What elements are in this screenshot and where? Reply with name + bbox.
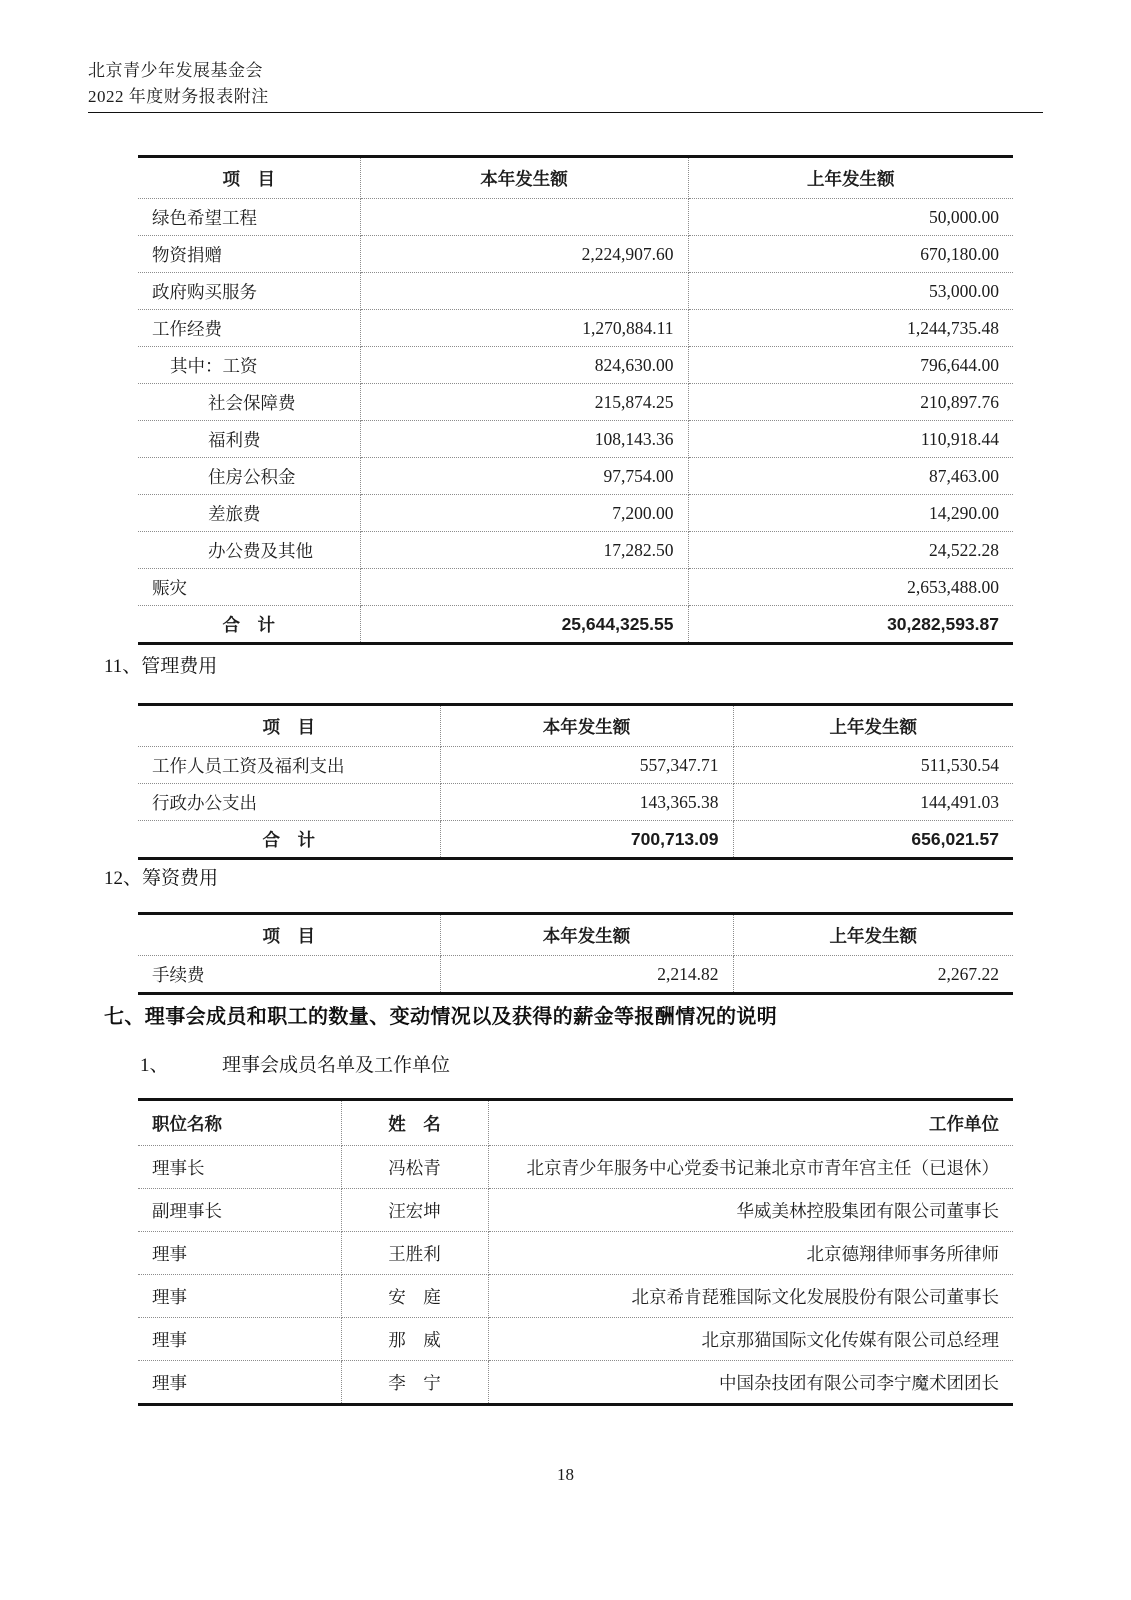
cell-current-year: 215,874.25 <box>360 384 688 421</box>
table-bottom-rule <box>138 644 1013 646</box>
rule-cell <box>138 859 1013 861</box>
cell-item: 绿色希望工程 <box>138 199 360 236</box>
section-11-title: 管理费用 <box>141 656 218 677</box>
rule-cell <box>138 644 1013 646</box>
cell-current-year: 824,630.00 <box>360 347 688 384</box>
cell-total-current-year: 25,644,325.55 <box>360 606 688 644</box>
cell-item: 工作经费 <box>138 310 360 347</box>
section-7-sub-number: 1、 <box>140 1055 169 1076</box>
table-total-row <box>138 606 1013 644</box>
cell-position: 理事 <box>138 1361 341 1405</box>
cell-current-year: 2,214.82 <box>440 956 733 994</box>
table-bottom-rule <box>138 1405 1013 1407</box>
cell-current-year: 108,143.36 <box>360 421 688 458</box>
column-header-name: 姓 名 <box>341 1100 488 1146</box>
cell-position: 理事 <box>138 1232 341 1275</box>
column-header-organization: 工作单位 <box>488 1100 1013 1146</box>
cell-organization: 北京那猫国际文化传媒有限公司总经理 <box>488 1318 1013 1361</box>
table-row <box>138 347 1013 384</box>
table-row <box>138 1146 1013 1189</box>
cell-current-year <box>360 199 688 236</box>
financing-expense-table <box>138 912 1013 995</box>
table-row <box>138 1361 1013 1405</box>
cell-current-year: 143,365.38 <box>440 784 733 821</box>
table-row <box>138 532 1013 569</box>
cell-current-year: 97,754.00 <box>360 458 688 495</box>
expense-breakdown-table <box>138 155 1013 645</box>
cell-current-year: 7,200.00 <box>360 495 688 532</box>
cell-previous-year: 2,653,488.00 <box>688 569 1013 606</box>
table-row <box>138 236 1013 273</box>
cell-name: 冯松青 <box>341 1146 488 1189</box>
table-row <box>138 199 1013 236</box>
cell-previous-year: 14,290.00 <box>688 495 1013 532</box>
cell-previous-year: 1,244,735.48 <box>688 310 1013 347</box>
table-row <box>138 310 1013 347</box>
rule-cell <box>138 994 1013 996</box>
cell-previous-year: 511,530.54 <box>733 747 1013 784</box>
header-rule <box>88 112 1043 113</box>
cell-name: 李 宁 <box>341 1361 488 1405</box>
cell-total-label: 合 计 <box>138 606 360 644</box>
cell-item: 赈灾 <box>138 569 360 606</box>
rule-cell <box>138 1405 1013 1407</box>
cell-position: 理事 <box>138 1275 341 1318</box>
column-header-item: 项 目 <box>138 705 440 747</box>
table-row <box>138 1318 1013 1361</box>
cell-previous-year: 210,897.76 <box>688 384 1013 421</box>
cell-current-year: 2,224,907.60 <box>360 236 688 273</box>
section-12-title: 筹资费用 <box>142 868 219 889</box>
cell-item: 工作人员工资及福利支出 <box>138 747 440 784</box>
cell-total-previous-year: 656,021.57 <box>911 828 999 849</box>
cell-previous-year: 24,522.28 <box>688 532 1013 569</box>
column-header-item: 项 目 <box>138 157 360 199</box>
header-org-name: 北京青少年发展基金会 <box>88 61 263 80</box>
cell-total-current-year: 700,713.09 <box>440 821 733 859</box>
table-header-row <box>138 705 1013 747</box>
table-row <box>138 421 1013 458</box>
cell-previous-year: 53,000.00 <box>688 273 1013 310</box>
section-7-sub-title: 理事会成员名单及工作单位 <box>222 1055 451 1076</box>
cell-item: 其中：工资 <box>138 347 360 384</box>
cell-name: 安 庭 <box>341 1275 488 1318</box>
section-12-heading <box>104 865 218 893</box>
cell-item: 手续费 <box>138 956 440 994</box>
table-bottom-rule <box>138 994 1013 996</box>
document-header <box>88 58 1043 113</box>
table-header-row <box>138 914 1013 956</box>
column-header-current-year: 本年发生额 <box>440 914 733 956</box>
column-header-current-year: 本年发生额 <box>440 705 733 747</box>
cell-previous-year: 796,644.00 <box>688 347 1013 384</box>
cell-position: 理事长 <box>138 1146 341 1189</box>
table-row <box>138 956 1013 994</box>
cell-current-year: 557,347.71 <box>440 747 733 784</box>
section-11-number: 11、 <box>104 656 142 677</box>
section-11-heading <box>104 653 217 681</box>
cell-organization: 北京青少年服务中心党委书记兼北京市青年宫主任（已退休） <box>488 1146 1013 1189</box>
cell-previous-year: 110,918.44 <box>688 421 1013 458</box>
cell-name: 那 威 <box>341 1318 488 1361</box>
cell-previous-year: 50,000.00 <box>688 199 1013 236</box>
page-number: 18 <box>557 1465 574 1484</box>
cell-current-year <box>360 569 688 606</box>
column-header-previous-year: 上年发生额 <box>733 705 1013 747</box>
column-header-current-year: 本年发生额 <box>360 157 688 199</box>
cell-organization: 北京德翔律师事务所律师 <box>488 1232 1013 1275</box>
column-header-previous-year: 上年发生额 <box>733 914 1013 956</box>
cell-name: 汪宏坤 <box>341 1189 488 1232</box>
cell-item: 住房公积金 <box>138 458 360 495</box>
table-header-row <box>138 1100 1013 1146</box>
column-header-item: 项 目 <box>138 914 440 956</box>
cell-previous-year: 87,463.00 <box>688 458 1013 495</box>
cell-total-label: 合 计 <box>138 821 440 859</box>
table-row <box>138 495 1013 532</box>
table-row <box>138 569 1013 606</box>
table-total-row <box>138 821 1013 859</box>
table-row <box>138 747 1013 784</box>
cell-item: 行政办公支出 <box>138 784 440 821</box>
column-header-previous-year: 上年发生额 <box>688 157 1013 199</box>
cell-name: 王胜利 <box>341 1232 488 1275</box>
cell-item: 物资捐赠 <box>138 236 360 273</box>
cell-current-year: 1,270,884.11 <box>360 310 688 347</box>
administrative-expense-table <box>138 703 1013 860</box>
table-row <box>138 1189 1013 1232</box>
cell-item: 社会保障费 <box>138 384 360 421</box>
board-members-table <box>138 1098 1013 1406</box>
section-12-number: 12、 <box>104 868 143 889</box>
cell-organization: 华威美林控股集团有限公司董事长 <box>488 1189 1013 1232</box>
table-header-row <box>138 157 1013 199</box>
table-bottom-rule <box>138 859 1013 861</box>
table-row <box>138 1232 1013 1275</box>
cell-organization: 北京希肯琵雅国际文化发展股份有限公司董事长 <box>488 1275 1013 1318</box>
cell-item: 福利费 <box>138 421 360 458</box>
cell-item: 差旅费 <box>138 495 360 532</box>
cell-current-year: 17,282.50 <box>360 532 688 569</box>
cell-item: 政府购买服务 <box>138 273 360 310</box>
table-row <box>138 458 1013 495</box>
cell-position: 理事 <box>138 1318 341 1361</box>
table-row <box>138 784 1013 821</box>
table-row <box>138 273 1013 310</box>
cell-previous-year: 670,180.00 <box>688 236 1013 273</box>
column-header-position: 职位名称 <box>138 1100 341 1146</box>
header-doc-subtitle: 2022 年度财务报表附注 <box>88 87 269 106</box>
section-7-heading: 七、理事会成员和职工的数量、变动情况以及获得的薪金等报酬情况的说明 <box>104 1006 778 1028</box>
table-row <box>138 1275 1013 1318</box>
cell-position: 副理事长 <box>138 1189 341 1232</box>
cell-previous-year: 2,267.22 <box>733 956 1013 994</box>
cell-previous-year: 144,491.03 <box>733 784 1013 821</box>
section-7-subheading <box>140 1050 450 1077</box>
cell-item: 办公费及其他 <box>138 532 360 569</box>
cell-organization: 中国杂技团有限公司李宁魔术团团长 <box>488 1361 1013 1405</box>
cell-total-previous-year: 30,282,593.87 <box>887 613 999 634</box>
cell-current-year <box>360 273 688 310</box>
table-row <box>138 384 1013 421</box>
